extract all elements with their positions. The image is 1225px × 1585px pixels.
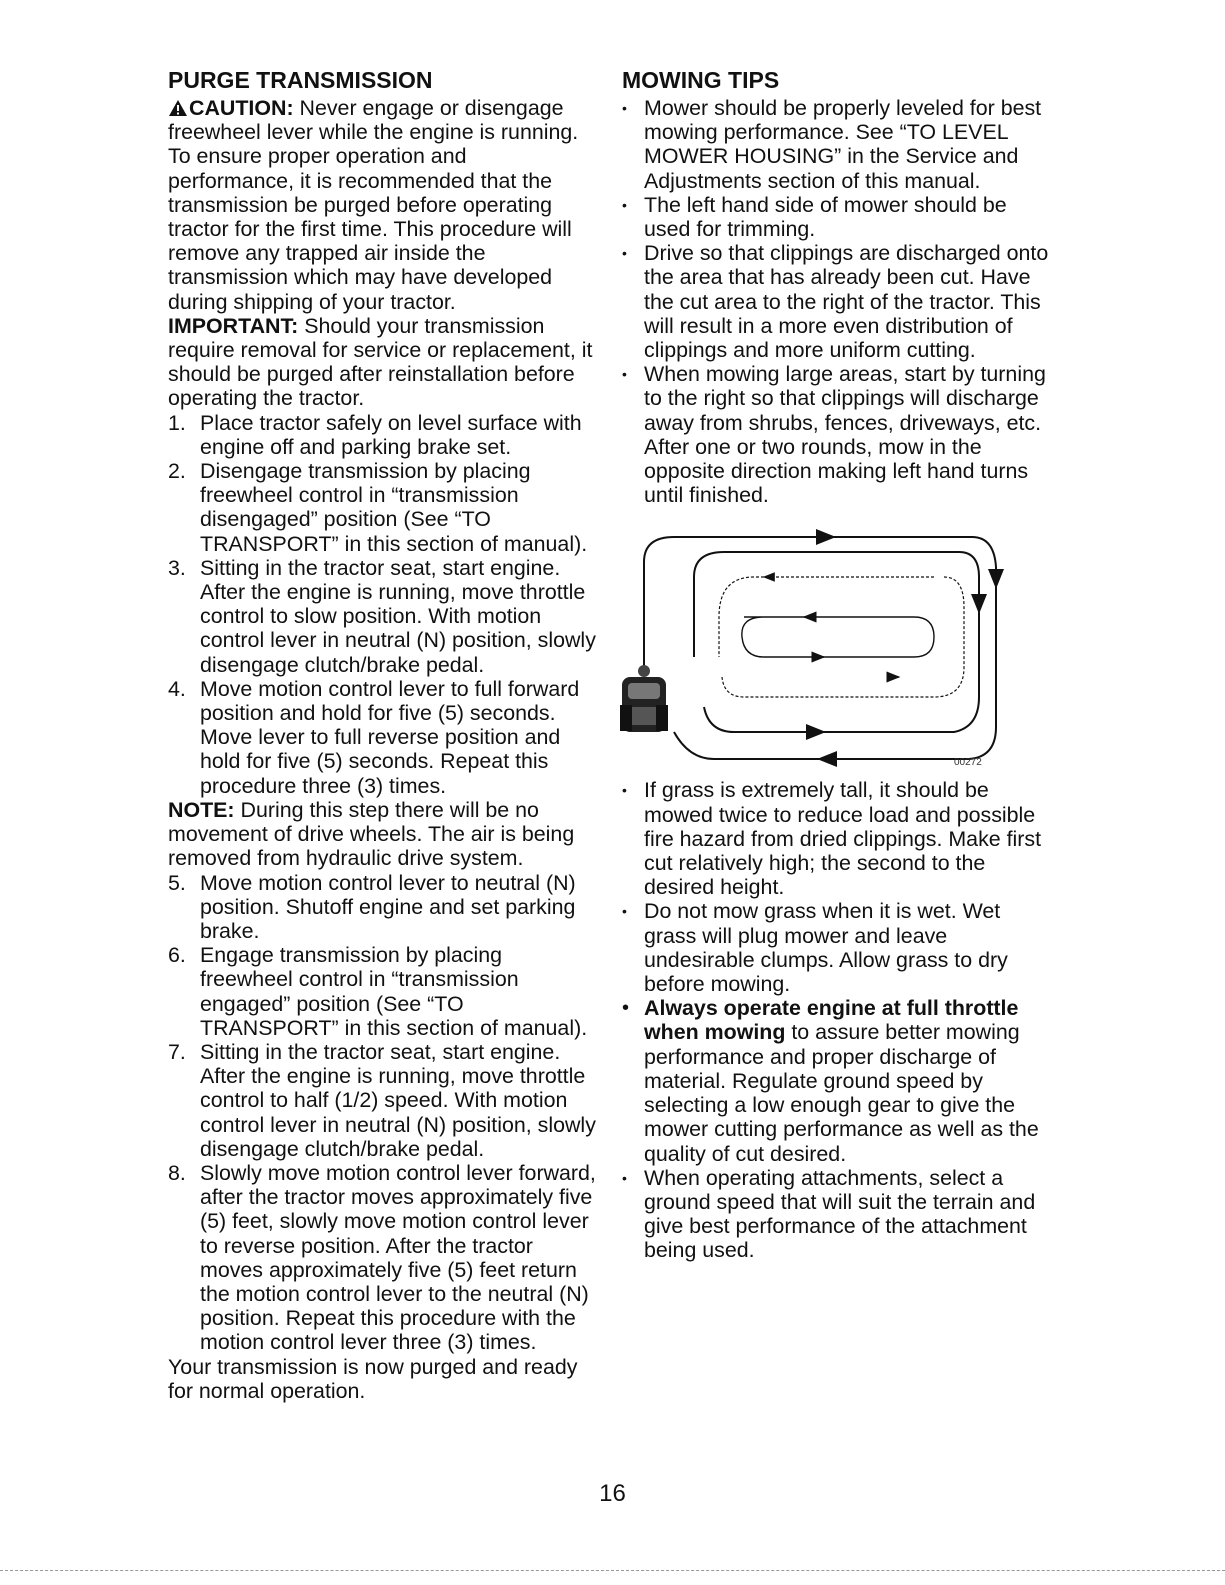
step-text: Move motion control lever to neutral (N) position. Shutoff engine and set parking brake. — [200, 870, 576, 943]
steps-list-b — [168, 871, 598, 1355]
page-number: 16 — [599, 1480, 626, 1507]
step-number: 2. — [168, 459, 186, 484]
tip-item: • Drive so that clippings are discharged onto the area that has already been cut. Have the cut area to the right of the tractor. This will result in a more even distribution of clippings and more uniform cutting. — [622, 241, 1052, 362]
step-text: Place tractor safely on level surface with engine off and parking brake set. — [200, 410, 582, 459]
mowing-pattern-diagram — [614, 527, 1014, 772]
tip-item-throttle — [622, 996, 1052, 1165]
step-number: 1. — [168, 410, 186, 435]
mowing-path-illustration — [614, 527, 1014, 772]
tip-bold-text: Always operate engine at full throttle when mowing — [644, 996, 1019, 1045]
tip-item: • Mower should be properly leveled for best mowing performance. See “TO LEVEL MOWER HOUSING” in the Service and Adjustments section of this manual. — [622, 96, 1052, 193]
step-number: 6. — [168, 943, 186, 968]
tips-list-a — [622, 96, 1052, 507]
tip-item: • When operating attachments, select a ground speed that will suit the terrain and give best performance of the attachment being used. — [622, 1166, 1052, 1263]
note-paragraph — [168, 798, 598, 871]
caution-text: Never engage or disengage freewheel lever while the engine is running. — [168, 96, 579, 145]
tip-item: • Do not mow grass when it is wet. Wet grass will plug mower and leave undesirable clumps. Allow grass to dry before mowing. — [622, 899, 1052, 996]
tip-item: • If grass is extremely tall, it should be mowed twice to reduce load and possible fire hazard from dried clippings. Make first cut relatively high; the second to the desired height. — [622, 778, 1052, 899]
bottom-divider — [0, 1570, 1225, 1571]
step-number: 3. — [168, 555, 186, 580]
step-item — [168, 871, 598, 944]
step-text: Disengage transmission by placing freewheel control in “transmission disengaged” position (See “TO TRANSPORT” in this section of manual). — [200, 459, 588, 556]
steps-list-a — [168, 411, 598, 798]
purge-transmission-column — [168, 66, 598, 1403]
important-label: IMPORTANT: — [168, 313, 299, 338]
step-text: Sitting in the tractor seat, start engine. After the engine is running, move throttle control to half (1/2) speed. With motion control lever in neutral (N) position, slowly disengage clutch/brake pedal. — [200, 1039, 596, 1161]
step-text: Engage transmission by placing freewheel control in “transmission engaged” position (See “TO TRANSPORT” in this section of manual). — [200, 943, 588, 1040]
section-title-mowing: MOWING TIPS — [622, 67, 780, 93]
important-text: Should your transmission require removal for service or replacement, it should be purged after reinstallation before operating the tractor. — [168, 313, 593, 411]
tractor-icon — [620, 665, 668, 732]
intro-paragraph: To ensure proper operation and performance, it is recommended that the transmission be purged before operating tractor for the first time. This procedure will remove any trapped air inside the transmission which may have developed during shipping of your tractor. — [168, 144, 572, 314]
section-title-purge: PURGE TRANSMISSION — [168, 67, 433, 93]
step-text: Slowly move motion control lever forward, after the tractor moves approximately five (5) feet, slowly move motion control lever to reverse position. After the tractor moves approximately five (5) feet return the motion control lever to the neutral (N) position. Repeat this procedure with the motion control lever three (3) times. — [200, 1160, 596, 1355]
tips-list-b — [622, 778, 1052, 1262]
mowing-tips-column — [622, 66, 1052, 1263]
step-text: Move motion control lever to full forward position and hold for five (5) seconds. Move lever to full reverse position and hold for five (5) seconds. Repeat this procedure three (3) times. — [200, 676, 580, 798]
step-number: 5. — [168, 870, 186, 895]
warning-triangle-icon — [168, 99, 188, 117]
figure-code: 00272 — [954, 757, 982, 769]
step-number: 4. — [168, 676, 186, 701]
tip-item: • The left hand side of mower should be used for trimming. — [622, 193, 1052, 241]
caution-label: CAUTION: — [189, 96, 294, 120]
step-item — [168, 1040, 598, 1161]
step-number: 8. — [168, 1160, 186, 1185]
step-text: Sitting in the tractor seat, start engine. After the engine is running, move throttle control to slow position. With motion control lever in neutral (N) position, slowly disengage clutch/brake pedal. — [200, 555, 596, 677]
step-item — [168, 677, 598, 798]
step-item — [168, 556, 598, 677]
closing-paragraph: Your transmission is now purged and ready for normal operation. — [168, 1354, 578, 1403]
step-item — [168, 943, 598, 1040]
note-text: During this step there will be no movement of drive wheels. The air is being removed from hydraulic drive system. — [168, 797, 575, 871]
tip-item: • When mowing large areas, start by turning to the right so that clippings will discharge away from shrubs, fences, driveways, etc. After one or two rounds, mow in the opposite direction making left hand turns until finished. — [622, 362, 1052, 507]
step-item — [168, 1161, 598, 1355]
step-number: 7. — [168, 1039, 186, 1064]
tip-rest-text: to assure better mowing performance and proper discharge of material. Regulate ground speed by selecting a low enough gear to give the mower cutting performance as well as the quality of cut desired. — [644, 1020, 1039, 1166]
note-label: NOTE: — [168, 797, 235, 822]
step-item — [168, 459, 598, 556]
step-item — [168, 411, 598, 459]
caution-paragraph — [168, 96, 598, 144]
important-paragraph — [168, 314, 598, 411]
